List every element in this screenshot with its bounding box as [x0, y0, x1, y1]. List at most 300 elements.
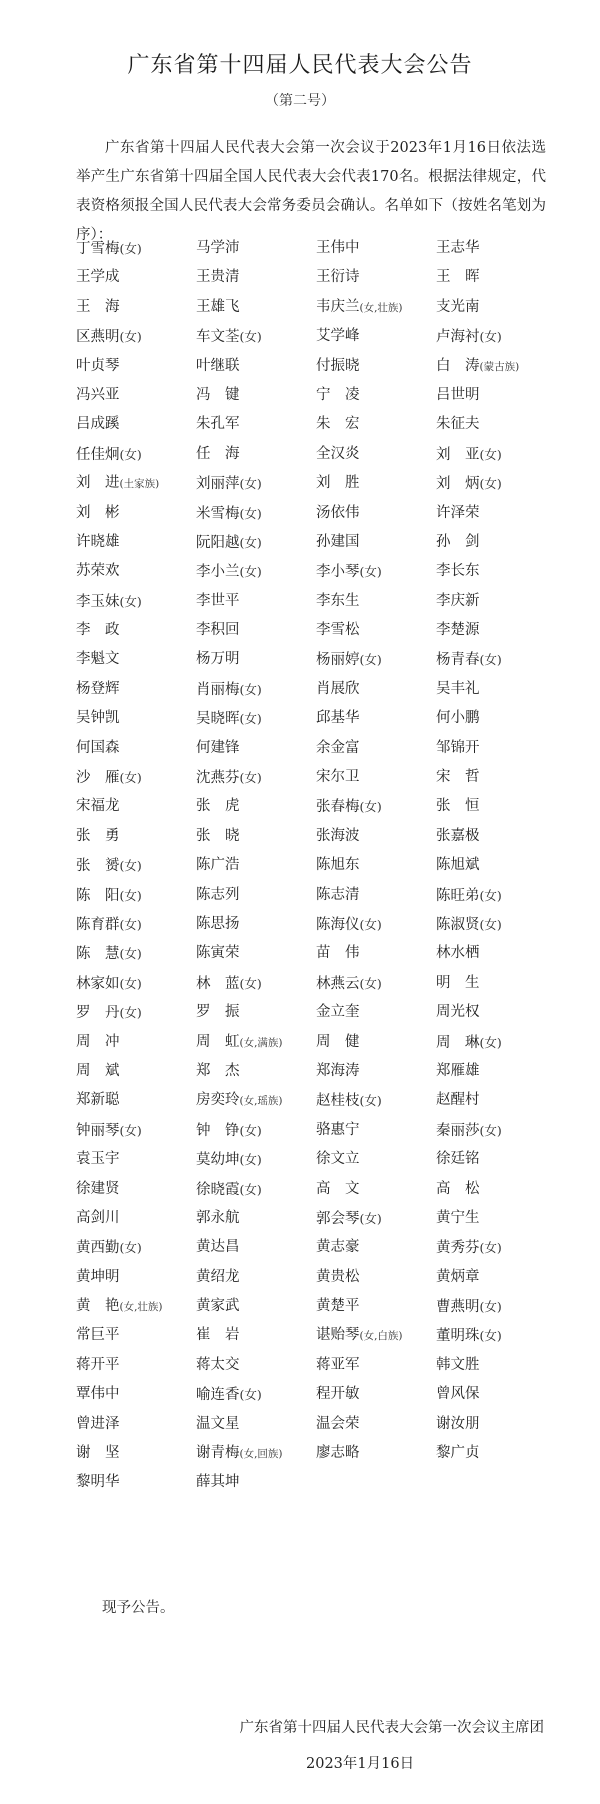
- delegate-name: 白 涛: [436, 357, 480, 374]
- delegate-name: 谢 坚: [76, 1445, 120, 1462]
- delegate-entry: [436, 616, 556, 645]
- delegate-entry: [196, 851, 316, 880]
- delegate-entry: [436, 352, 556, 381]
- delegate-entry: [76, 704, 196, 733]
- delegate-note: (女): [239, 505, 262, 521]
- delegate-entry: [76, 1233, 196, 1262]
- delegate-name: 周 冲: [76, 1033, 120, 1050]
- delegate-entry: [316, 910, 436, 939]
- delegate-entry: [196, 1145, 316, 1174]
- delegate-entry: [196, 410, 316, 439]
- delegate-entry: [196, 1233, 316, 1262]
- delegate-name: 薛其坤: [196, 1474, 240, 1491]
- delegate-note: (女): [119, 241, 142, 256]
- delegate-name: 骆惠宁: [316, 1121, 360, 1138]
- delegate-name: 冯 键: [196, 386, 240, 403]
- delegate-note: (女,壮族): [119, 1301, 163, 1314]
- delegate-name: 曾风保: [436, 1386, 480, 1403]
- delegate-name: 李世平: [196, 592, 240, 609]
- delegate-entry: [76, 851, 196, 880]
- delegate-entry: [196, 293, 316, 322]
- delegate-name: 赵醒村: [436, 1092, 480, 1109]
- delegate-name: 温文星: [196, 1415, 240, 1432]
- delegate-entry: [316, 557, 436, 586]
- delegate-name: 黄宁生: [436, 1209, 480, 1226]
- delegate-name: 黎明华: [76, 1474, 120, 1491]
- delegate-entry: [76, 1204, 196, 1233]
- delegate-name: 李魁文: [76, 651, 120, 668]
- delegate-entry: [196, 910, 316, 939]
- delegate-entry: [316, 322, 436, 351]
- delegate-name: 李庆新: [436, 592, 480, 609]
- name-row: [76, 792, 556, 821]
- delegate-name: 郑海涛: [316, 1062, 360, 1079]
- delegate-entry: [316, 469, 436, 498]
- delegate-entry: [76, 1468, 196, 1497]
- delegate-name: 杨丽婷: [316, 652, 360, 669]
- delegate-name: 黄秀芬: [436, 1240, 480, 1257]
- delegate-name: 刘 彬: [76, 504, 120, 521]
- delegate-name: 吕成蹊: [76, 416, 120, 433]
- name-row: [76, 352, 556, 381]
- delegate-name: 谌贻琴: [316, 1327, 360, 1344]
- delegate-note: (蒙古族): [479, 360, 520, 373]
- delegate-entry: [196, 528, 316, 557]
- delegate-name: 徐晓霞: [196, 1181, 240, 1198]
- name-row: [76, 1351, 556, 1380]
- delegate-note: (女): [119, 1005, 142, 1021]
- delegate-name: 沈燕芬: [196, 770, 240, 787]
- name-row: [76, 557, 556, 586]
- delegate-entry: [76, 792, 196, 821]
- delegate-name: 黄西勤: [76, 1240, 120, 1257]
- delegate-entry: [76, 1351, 196, 1380]
- delegate-name: 李玉妹: [76, 593, 120, 610]
- page-title: 广东省第十四届人民代表大会公告: [127, 53, 473, 78]
- delegate-name: 陈海仪: [316, 916, 360, 933]
- delegate-note: (女): [239, 534, 262, 550]
- delegate-name: 何小鹏: [436, 710, 480, 727]
- delegate-entry: [436, 822, 556, 851]
- delegate-entry: [316, 587, 436, 616]
- delegate-name: 常巨平: [76, 1327, 120, 1344]
- delegate-name: 周 琳: [436, 1034, 480, 1051]
- delegate-name: 陈 慧: [76, 946, 120, 963]
- delegate-entry: [436, 763, 556, 792]
- delegate-name: 何国森: [76, 739, 120, 756]
- delegate-name: 沙 雁: [76, 770, 120, 787]
- delegate-note: (女,壮族): [359, 301, 403, 314]
- delegate-name: 王 海: [76, 298, 120, 315]
- delegate-name: 朱 宏: [316, 416, 360, 433]
- delegate-name: 刘 进: [76, 475, 120, 492]
- delegate-entry: [316, 381, 436, 410]
- delegate-entry: [76, 1321, 196, 1350]
- delegate-entry: [76, 352, 196, 381]
- delegate-entry: [436, 675, 556, 704]
- delegate-entry: [316, 440, 436, 469]
- delegate-entry: [316, 1086, 436, 1115]
- delegate-entry: [436, 734, 556, 763]
- name-row: [76, 410, 556, 439]
- delegate-name: 杨登辉: [76, 680, 120, 697]
- delegate-entry: [196, 1468, 316, 1497]
- name-row: [76, 263, 556, 292]
- delegate-note: (女): [479, 1240, 502, 1256]
- delegate-entry: [76, 910, 196, 939]
- delegate-name: 黄绍龙: [196, 1268, 240, 1285]
- delegate-entry: [196, 998, 316, 1027]
- delegate-note: (女): [479, 329, 502, 345]
- delegate-entry: [436, 1233, 556, 1262]
- delegate-note: (女): [479, 1328, 502, 1344]
- delegate-name: 明 生: [436, 974, 480, 991]
- delegate-name: 李积回: [196, 622, 240, 639]
- delegate-entry: [196, 322, 316, 351]
- delegate-name: 冯兴亚: [76, 386, 120, 403]
- delegate-name: 黄贵松: [316, 1268, 360, 1285]
- delegate-entry: [436, 910, 556, 939]
- delegate-entry: [76, 822, 196, 851]
- delegate-entry: [196, 352, 316, 381]
- delegate-note: (土家族): [119, 478, 160, 491]
- delegate-name: 许晓雄: [76, 533, 120, 550]
- delegate-entry: [76, 1439, 196, 1468]
- delegate-note: (女): [359, 1210, 382, 1226]
- delegate-entry: [436, 851, 556, 880]
- delegate-entry: [196, 499, 316, 528]
- delegate-name: 陈思扬: [196, 915, 240, 932]
- delegate-entry: [76, 881, 196, 910]
- delegate-entry: [76, 734, 196, 763]
- delegate-note: (女): [239, 681, 262, 697]
- delegate-name: 苏荣欢: [76, 563, 120, 580]
- delegate-entry: [436, 293, 556, 322]
- delegate-name: 陈 阳: [76, 887, 120, 904]
- delegate-entry: [436, 792, 556, 821]
- delegate-name: 余金富: [316, 739, 360, 756]
- name-row: [76, 1116, 556, 1145]
- delegate-entry: [436, 969, 556, 998]
- delegate-note: (女): [119, 1122, 142, 1138]
- delegate-name: 卢海衬: [436, 329, 480, 346]
- delegate-name: 邱基华: [316, 710, 360, 727]
- delegate-entry: [436, 440, 556, 469]
- name-row: [76, 1175, 556, 1204]
- name-row: [76, 234, 556, 263]
- delegate-name: 周 斌: [76, 1062, 120, 1079]
- delegate-entry: [76, 1057, 196, 1086]
- name-row: [76, 763, 556, 792]
- delegate-name: 蒋太交: [196, 1356, 240, 1373]
- delegate-name: 许泽荣: [436, 504, 480, 521]
- delegate-entry: [316, 1057, 436, 1086]
- delegate-entry: [196, 1175, 316, 1204]
- delegate-entry: [76, 763, 196, 792]
- delegate-entry: [76, 1410, 196, 1439]
- delegate-name: 黎广贞: [436, 1445, 480, 1462]
- name-row: [76, 1057, 556, 1086]
- delegate-entry: [196, 234, 316, 263]
- delegate-name: 陈旭东: [316, 857, 360, 874]
- delegate-entry: [316, 998, 436, 1027]
- name-row: [76, 822, 556, 851]
- delegate-entry: [436, 381, 556, 410]
- delegate-name: 苗 伟: [316, 945, 360, 962]
- delegate-name: 肖展欣: [316, 680, 360, 697]
- delegate-name: 陈旺弟: [436, 887, 480, 904]
- delegate-name: 钟 铮: [196, 1122, 240, 1139]
- delegate-note: (女): [479, 652, 502, 668]
- delegate-name: 刘 亚: [436, 446, 480, 463]
- delegate-name: 张海波: [316, 827, 360, 844]
- delegate-entry: [76, 998, 196, 1027]
- delegate-note: (女): [239, 1122, 262, 1138]
- name-row: [76, 469, 556, 498]
- delegate-name: 陈志列: [196, 886, 240, 903]
- delegate-note: (女): [479, 446, 502, 462]
- delegate-entry: [316, 1233, 436, 1262]
- delegate-name: 陈广浩: [196, 857, 240, 874]
- delegate-name: 徐文立: [316, 1151, 360, 1168]
- delegate-name: 叶继联: [196, 357, 240, 374]
- delegate-name: 吴晓晖: [196, 711, 240, 728]
- delegate-entry: [436, 1439, 556, 1468]
- delegate-name: 宋 哲: [436, 769, 480, 786]
- delegate-name: 米雪梅: [196, 505, 240, 522]
- delegate-note: (女): [479, 1122, 502, 1138]
- delegate-entry: [316, 293, 436, 322]
- delegate-entry: [436, 881, 556, 910]
- delegate-entry: [316, 1263, 436, 1292]
- delegate-name: 董明珠: [436, 1328, 480, 1345]
- delegate-entry: [316, 969, 436, 998]
- delegate-name: 莫幼坤: [196, 1152, 240, 1169]
- delegate-note: (女): [239, 1152, 262, 1168]
- name-row: [76, 1292, 556, 1321]
- delegate-entry: [316, 675, 436, 704]
- delegate-entry: [436, 1321, 556, 1350]
- delegate-name: 陈志清: [316, 886, 360, 903]
- delegate-name: 王雄飞: [196, 298, 240, 315]
- name-row: [76, 322, 556, 351]
- delegate-entry: [76, 616, 196, 645]
- delegate-name: 程开敏: [316, 1386, 360, 1403]
- delegate-entry: [196, 587, 316, 616]
- delegate-name: 高 文: [316, 1180, 360, 1197]
- name-row: [76, 734, 556, 763]
- delegate-entry: [76, 381, 196, 410]
- name-row: [76, 616, 556, 645]
- delegate-entry: [76, 645, 196, 674]
- delegate-name: 王贵清: [196, 269, 240, 286]
- delegate-entry: [436, 704, 556, 733]
- delegate-entry: [436, 1057, 556, 1086]
- delegate-entry: [196, 704, 316, 733]
- delegate-note: (女): [359, 916, 382, 932]
- delegate-note: (女): [359, 652, 382, 668]
- delegate-name: 林 蓝: [196, 975, 240, 992]
- delegate-entry: [196, 1204, 316, 1233]
- delegate-entry: [436, 587, 556, 616]
- delegate-name: 汤依伟: [316, 504, 360, 521]
- delegate-entry: [316, 234, 436, 263]
- signature-organization: 广东省第十四届人民代表大会第一次会议主席团: [239, 1720, 544, 1736]
- delegate-name: 周光权: [436, 1004, 480, 1021]
- delegate-name: 曾进泽: [76, 1415, 120, 1432]
- delegate-entry: [436, 1028, 556, 1057]
- delegate-note: (女,回族): [239, 1448, 283, 1461]
- delegate-note: (女): [359, 1093, 382, 1109]
- delegate-name: 孙建国: [316, 533, 360, 550]
- delegate-entry: [76, 263, 196, 292]
- delegate-note: (女): [479, 887, 502, 903]
- delegate-name: 张 恒: [436, 798, 480, 815]
- name-row: [76, 1439, 556, 1468]
- delegate-entry: [76, 939, 196, 968]
- delegate-note: (女): [119, 770, 142, 786]
- delegate-entry: [316, 1116, 436, 1145]
- delegate-name: 罗 振: [196, 1004, 240, 1021]
- delegate-name: 陈寅荣: [196, 945, 240, 962]
- delegate-note: (女): [479, 916, 502, 932]
- delegate-entry: [436, 528, 556, 557]
- delegate-entry: [316, 1321, 436, 1350]
- delegate-entry: [316, 499, 436, 528]
- delegate-note: (女): [239, 1181, 262, 1197]
- delegate-entry: [436, 1175, 556, 1204]
- delegate-entry: [436, 499, 556, 528]
- delegate-entry: [436, 410, 556, 439]
- delegate-entry: [436, 234, 556, 263]
- delegate-entry: [76, 1086, 196, 1115]
- delegate-name: 罗 丹: [76, 1005, 120, 1022]
- delegate-note: (女): [119, 1240, 142, 1256]
- delegate-name: 何建锋: [196, 739, 240, 756]
- delegate-name: 任 海: [196, 445, 240, 462]
- delegate-note: (女): [239, 711, 262, 727]
- delegate-name: 黄坤明: [76, 1268, 120, 1285]
- delegate-entry: [76, 1028, 196, 1057]
- name-row: [76, 440, 556, 469]
- delegate-name: 廖志略: [316, 1445, 360, 1462]
- delegate-entry: [196, 263, 316, 292]
- delegate-name: 高 松: [436, 1180, 480, 1197]
- delegate-name: 谢汝朋: [436, 1415, 480, 1432]
- announcement-number: （第二号）: [265, 93, 335, 109]
- delegate-entry: [316, 939, 436, 968]
- delegate-name: 郑 杰: [196, 1062, 240, 1079]
- delegate-name: 张 虎: [196, 798, 240, 815]
- delegate-entry: [436, 1292, 556, 1321]
- delegate-name: 朱孔军: [196, 416, 240, 433]
- delegate-name: 肖丽梅: [196, 681, 240, 698]
- delegate-name: 张 晓: [196, 827, 240, 844]
- delegate-entry: [76, 410, 196, 439]
- delegate-name: 宁 凌: [316, 386, 360, 403]
- delegate-name: 张 赟: [76, 858, 120, 875]
- delegate-entry: [196, 1116, 316, 1145]
- delegate-name: 刘 胜: [316, 475, 360, 492]
- delegate-name: 郭永航: [196, 1209, 240, 1226]
- intro-paragraph: 广东省第十四届人民代表大会第一次会议于2023年1月16日依法选举产生广东省第十四届全国人民代表大会代表170名。根据法律规定，代表资格须报全国人民代表大会常务委员会确认。名单如下（按姓名笔划为序）：: [76, 140, 546, 243]
- delegate-name: 黄达昌: [196, 1239, 240, 1256]
- delegate-name: 叶贞琴: [76, 357, 120, 374]
- delegate-entry: [436, 1145, 556, 1174]
- delegate-entry: [316, 1204, 436, 1233]
- delegate-entry: [436, 263, 556, 292]
- delegate-name: 宋福龙: [76, 798, 120, 815]
- delegate-name: 支光南: [436, 298, 480, 315]
- delegate-entry: [196, 469, 316, 498]
- name-row: [76, 587, 556, 616]
- delegate-name: 王志华: [436, 240, 480, 256]
- delegate-name: 宋尔卫: [316, 769, 360, 786]
- delegate-note: (女,瑶族): [239, 1095, 283, 1108]
- delegate-name: 徐建贤: [76, 1180, 120, 1197]
- delegate-name: 黄家武: [196, 1298, 240, 1315]
- delegate-entry: [436, 1351, 556, 1380]
- delegate-name: 李东生: [316, 592, 360, 609]
- name-row: [76, 528, 556, 557]
- delegate-entry: [316, 1292, 436, 1321]
- delegate-entry: [196, 1292, 316, 1321]
- delegate-name: 黄楚平: [316, 1298, 360, 1315]
- delegate-entry: [196, 734, 316, 763]
- delegate-name: 吴丰礼: [436, 680, 480, 697]
- delegate-name: 区燕明: [76, 329, 120, 346]
- delegate-entry: [76, 1380, 196, 1409]
- delegate-entry: [436, 1380, 556, 1409]
- name-row: [76, 704, 556, 733]
- delegate-name: 刘丽萍: [196, 476, 240, 493]
- name-row: [76, 1380, 556, 1409]
- delegate-name: 金立奎: [316, 1004, 360, 1021]
- delegate-entry: [316, 1380, 436, 1409]
- delegate-entry: [196, 1321, 316, 1350]
- delegate-entry: [436, 998, 556, 1027]
- delegate-note: (女): [239, 564, 262, 580]
- delegate-entry: [316, 1175, 436, 1204]
- delegate-entry: [436, 1116, 556, 1145]
- delegate-entry: [196, 969, 316, 998]
- delegate-entry: [196, 763, 316, 792]
- delegate-name: 韩文胜: [436, 1356, 480, 1373]
- delegate-entry: [316, 352, 436, 381]
- name-row: [76, 1468, 556, 1497]
- delegate-entry: [436, 1263, 556, 1292]
- delegate-note: (女): [239, 975, 262, 991]
- delegate-name: 崔 岩: [196, 1327, 240, 1344]
- delegate-name: 李楚源: [436, 622, 480, 639]
- delegate-name: 温会荣: [316, 1415, 360, 1432]
- delegate-name: 邹锦开: [436, 739, 480, 756]
- delegate-name: 黄 艳: [76, 1298, 120, 1315]
- delegate-note: (女): [479, 1034, 502, 1050]
- delegate-name: 王 晖: [436, 269, 480, 286]
- delegate-note: (女): [119, 858, 142, 874]
- delegate-note: (女): [119, 446, 142, 462]
- delegate-entry: [316, 881, 436, 910]
- delegate-entry: [316, 1351, 436, 1380]
- delegate-name: 袁玉宇: [76, 1151, 120, 1168]
- delegate-note: (女): [239, 770, 262, 786]
- delegate-entry: [316, 1028, 436, 1057]
- delegate-entry: [196, 822, 316, 851]
- delegate-note: (女): [119, 975, 142, 991]
- delegate-note: (女): [359, 975, 382, 991]
- delegate-name: 张 勇: [76, 827, 120, 844]
